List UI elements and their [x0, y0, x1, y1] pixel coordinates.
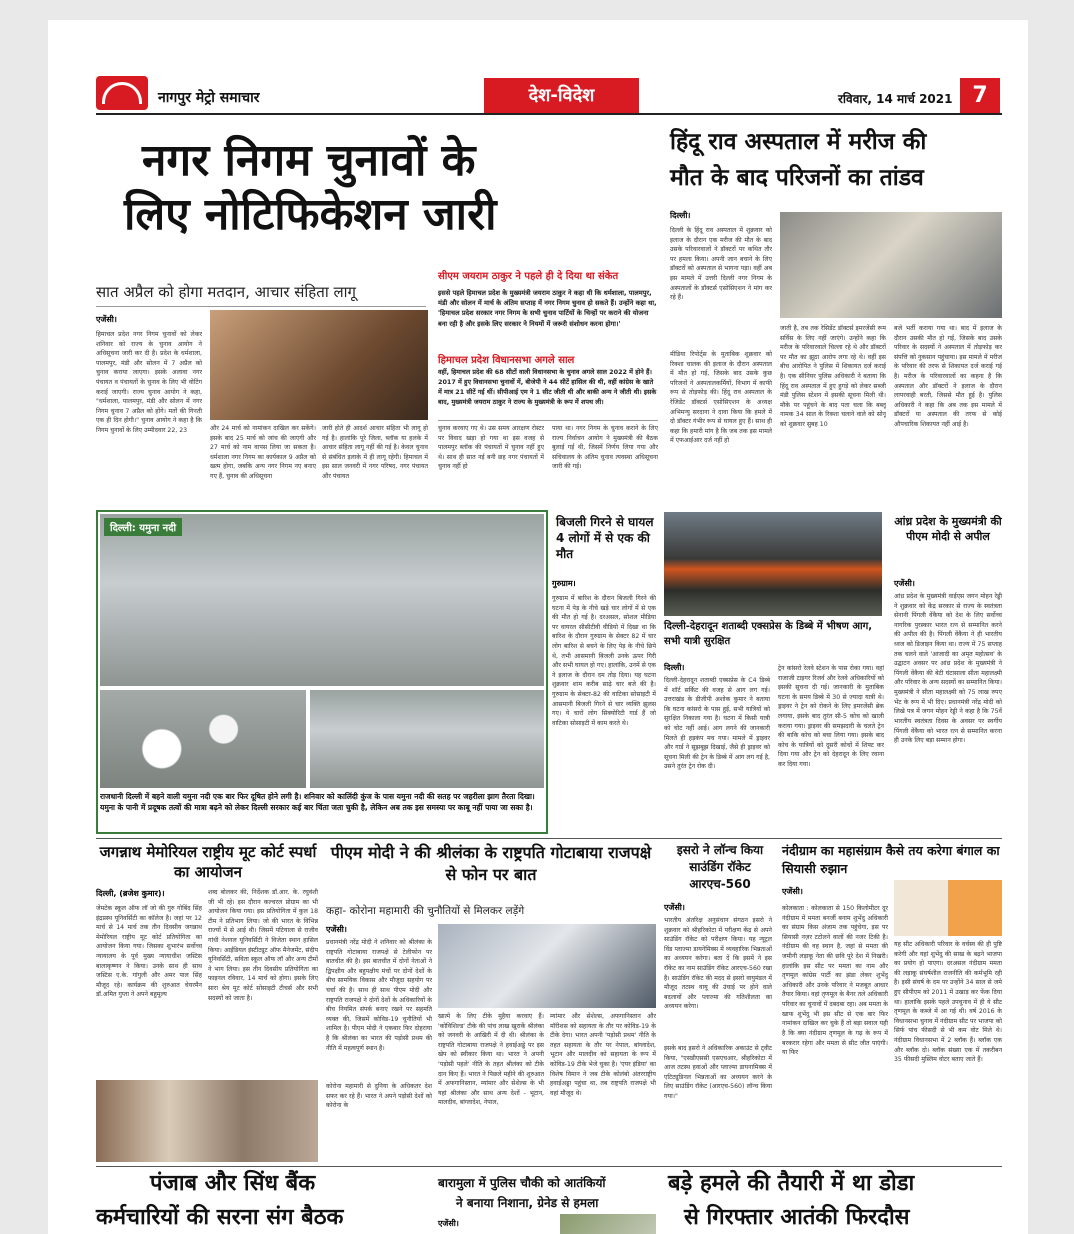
page-number: 7 [960, 78, 1000, 114]
hospital-photo [780, 212, 1002, 318]
pm-srilanka-body-col4: म्यांमार और सेशेल्स, अफगानिस्तान और मॉरीशस को सहायता के तौर पर कोविड-19 के टीके देगा। भारत अपनी 'पड़ोसी प्रथम' नीति के तहत सहायता के तौर पर नेपाल, बांग्लादेश, भूटान और मालदीव को सहायता के रूप में कोविड-19 टीके भेजे चुका है। 'एयर इंडिया' का विशेष विमान ने जब टीके कोलंबो अंतरराष्ट्रीय हवाईअड्डा पहुंचा था, तब राष्ट्रपति राजपक्षे भी वहां मौजूद थे। [550, 1013, 656, 1097]
hospital-body-col4: बजे भर्ती कराया गया था। बाद में इलाज के दौरान उसकी मौत हो गई, जिसके बाद उसके परिवार के सदस्यों ने अस्पताल में तोड़फोड़ कर संपत्ति को नुकसान पहुंचाया। इस मामले में मरीज के परिवार की तरफ से शिकायत दर्ज कराई गई है। मरीज के परिवारवालों का कहना है कि अस्पताल और डॉक्टरों ने इलाज के दौरान लापरवाही बरती, जिससे मौत हुई है। पुलिस अधिकारी ने कहा कि अब तक इस मामले में डॉक्टरों या अस्पताल की तरफ से कोई औपचारिक शिकायत नहीं आई है। [894, 325, 1002, 429]
andhra-headline: आंध्र प्रदेश के मुख्यमंत्री की पीएम मोदी से अपील [894, 515, 1002, 544]
yamuna-label: दिल्ली: यमुना नदी [104, 518, 182, 536]
cm-bottom-col1: चुनाव करवाए गए थे। उस समय आरक्षण रोस्टर पर विवाद खड़ा हो गया था इस वजह से पालमपुर ब्लॉक की पंचायतों में चुनाव नहीं हुए थे। साथ ही सात नई बनी छह नगर पंचायतों में चुनाव नहीं हो [438, 425, 544, 471]
bottom-story3-line2: से गिरफ्तार आतंकी फिरदौस [684, 1205, 910, 1230]
isro-headline: इसरो ने लॉन्च किया साउंडिंग रॉकेट आरएच-560 [676, 843, 764, 891]
andhra-dateline: एजेंसी। [894, 579, 915, 588]
publication-logo [96, 76, 148, 110]
mid-rule [96, 838, 1002, 839]
hospital-dateline: दिल्ली। [670, 211, 691, 220]
train-body-col1: दिल्ली-देहरादून शताब्दी एक्सप्रेस के C4 डिब्बे में शॉर्ट सर्किट की वजह से आग लग गई। उत्तराखंड के डीजीपी अशोक कुमार ने बताया कि घटना कांसरो के पास हुई, सभी यात्रियों को सुरक्षित निकाला गया है। घटना में किसी यात्री को चोट नहीं आई। आग लगने की जानकारी मिलते ही हड़कंप मच गया। मामले में ड्राइवर और गार्ड ने सूझबूझ दिखाई, जैसे ही ड्राइवर को सूचना मिली की ट्रेन के डिब्बे में आग लग गई है, उसने तुरंत ट्रेन रोक दी। [664, 677, 770, 771]
pm-srilanka-body-col2: कोरोना महामारी से दुनिया के अधिकतर देश सफर कर रहे हैं। भारत ने अपने पड़ोसी देशों को कोरोना के [326, 1083, 432, 1110]
cm-box-subbody: वहीं, हिमाचल प्रदेश की 68 सीटों वाली विधानसभा के चुनाव अगले साल 2022 में होने हैं। 2017 में हुए विधानसभा चुनावों में, बीजेपी ने 44 सीटें हासिल की थी, वहीं कांग्रेस के खाते में मात्र 21 सीटें गई थीं। सीपीआई एम ने 1 सीट जीती थी और बाकी अन्य ने जीती थी। इसके बाद, मुख्यमंत्री जयराम ठाकुर ने राज्य के मुख्यमंत्री के रूप में शपथ ली। [438, 368, 657, 406]
pm-srilanka-body-col3: खात्मे के लिए टीके मुहैया करवाए हैं। 'कोविशिल्ड' टीके की पांच लाख खुराकें श्रीलंका को जनवरी के आखिरी में दी थी। श्रीलंका के राष्ट्रपति गोटाबाया राजपक्षे ने हवाईअड्डे पर इस खेप को स्वीकार किया था। भारत ने अपनी 'पड़ोसी पहले' नीति के तहत श्रीलंका को टीके दान किए हैं। भारत ने पिछले महीने की शुरुआत में अफगानिस्तान, म्यांमार और सेशेल्स के भी यहां श्रीलंका और साथ अन्य देशों - भूटान, मालदीव, बांग्लादेश, नेपाल, [438, 1013, 544, 1107]
cm-box-body: इससे पहले हिमाचल प्रदेश के मुख्यमंत्री जयराम ठाकुर ने कहा थी कि धर्मशाला, पालमपुर, मंडी और सोलन में मार्च के अंतिम सप्ताह में नगर निगम चुनाव हो सकते हैं। उन्होंने कहा था, 'हिमाचल प्रदेश सरकार नगर निगम के सभी चुनाव पार्टियों के चिन्हों पर कराने की योजना बना रही है और इसके लिए सरकार ने नियमों में जरूरी संशोधन करना होगा।' [438, 289, 657, 328]
train-headline: दिल्ली-देहरादून शताब्दी एक्सप्रेस के डिब्बे में भीषण आग, सभी यात्री सुरक्षित [664, 621, 873, 647]
bottom-story2-dateline: एजेंसी। [438, 1219, 459, 1228]
bottom-rule [96, 1166, 1002, 1167]
mamata-suvendu-photo [894, 880, 1002, 936]
moot-body-col1: जेमटेक स्कूल ऑफ लॉ जो की गुरु गोबिंद सिंह इंद्रप्रस्थ यूनिवर्सिटी का कॉलेज है। जहां पर 12 मार्च से 14 मार्च तक तीन दिवसीय जगन्नाथ मेमोरियल राष्ट्रीय मूट कोर्ट प्रतियोगिता का आयोजन किया गया। जिसका शुभारंभ सर्वोच्च न्यायालय के पूर्व मुख्य न्यायाधीश जस्टिस बालाकृष्णन ने किया। उनके साथ ही साथ जस्टिस ए.के. गांगुली और अमर पाल सिंह मौजूद रहे। कार्यक्रम की शुरुआत चेयरमैन डॉ.अमित गुप्ता ने अपने बहुमूल्य [96, 905, 202, 999]
train-fire-photo [664, 512, 882, 616]
hospital-body-col1: दिल्ली के हिंदू राव अस्पताल में शुक्रवार को इलाज के दौरान एक मरीज की मौत के बाद उसके परिवारवालों ने डॉक्टरों पर कथित तौर पर हमला किया। अपनी जान बचाने के लिए डॉक्टरों को अस्पताल से भागना पड़ा। वहीं अब इस मामले में उत्तरी दिल्ली नगर निगम के अस्पतालों के डॉक्टर्स एसोसिएशन ने मांग कर रहे हैं। [670, 227, 772, 302]
train-body-col2: ट्रेन कांसरो रेलवे स्टेशन के पास रोका गया। वहां राजाजी टाइगर रिजर्व और रेलवे अधिकारियों को इसकी सूचना दी गई। जानकारी के मुताबिक घटना के समय डिब्बे में 30 से ज्यादा यात्री थे। ड्राइवर ने ट्रेन को रोकने के लिए इमरजेंसी ब्रेक लगाया, इसके बाद तुरंत सी-5 कोच को खाली कराया गया। ड्राइवर की समझदारी के चलते ट्रेन की बाकि कोच को बचा लिया गया। इसके बाद कोच के यात्रियों को दूसरी कोचों में शिफ्ट कर दिया गया और ट्रेन को देहरादून के लिए रवाना कर दिया गया। [778, 665, 884, 769]
hospital-body-col2: मीडिया रिपोर्ट्स के मुताबिक शुक्रवार को रिक्शा चालक की इलाज के दौरान अस्पताल में मौत हो गई, जिसके बाद उसके कुछ परिजनों ने अस्पतालकर्मियों, विभाग में काफी रूप से तोड़फोड़ की। हिंदू राव अस्पताल के रेजिडेंट डॉक्टर्स एसोसिएशन के अध्यक्ष अभिमन्यु सरदाना ने दावा किया कि हमले में दो डॉक्टर गंभीर रूप से घायल हुए हैं। साथ ही कहा कि हमारी मांग है कि जब तक इस मामले में एफआईआर दर्ज नहीं हो [670, 351, 772, 445]
cm-bottom-col2: पाया था। नगर निगम के चुनाव कराने के लिए राज्य निर्वाचन आयोग ने मुख्यमंत्री की बैठक बुलाई गई थी, जिसमें निर्णय लिया गया और सचिवालय के अंतिम चुनाव त्यवस्था अधिसूचना जारी की गई। [552, 425, 658, 471]
isro-body-col2: इसके बाद इसरो ने अधिकारिक अकाउंट से ट्वीट किया, "एसडीएससी एसएचआर, श्रीहरिकोटा में आज तटस्थ हवाओं और प्लाज्मा डायनामिक्स में एटिट्यूडिनल भिन्नताओं का अध्ययन करने के लिए साउंडिंग रॉकेट (आरएच-560) लॉन्च किया गया।" [664, 1045, 772, 1101]
voter-ink-photo [210, 310, 428, 420]
andhra-body: आंध्र प्रदेश के मुख्यमंत्री वाईएस जगन मोहन रेड्डी ने शुक्रवार को केंद्र सरकार से राज्य के स्वतंत्रता सेनानी पिंगली वेंकैया को देश के लिए सर्वोच्च नागरिक पुरस्कार भारत रत्न से सम्मानित करने की अपील की है। पिंगली वेंकैया ने ही भारतीय ध्वज को डिजाइन किया था। राज्य में 75 सप्ताह तक चलने वाले 'आजादी का अमृत महोत्सव' के उद्घाटन अवसर पर आंध्र प्रदेश के मुख्यमंत्री ने पिंगली वेंकैया की बेटी घंटासाला सीता महालक्ष्मी और परिवार के अन्य सदस्यों का सम्मानित किया। मुख्यमंत्री ने सीता महालक्ष्मी को 75 लाख रुपए भेंट के रूप में भी दिए। प्रधानमंत्री नरेंद्र मोदी को लिखे पत्र में जगन मोहन रेड्डी ने कहा है कि 75वें भारतीय स्वतंत्रता दिवस के अवसर पर स्वर्गीय पिंगली वेंकैया को भारत रत्न से सम्मानित करना ही उनके लिए बड़ा सम्मान होगा। [894, 593, 1002, 745]
lead-headline-line2: लिए नोटिफिकेशन जारी [124, 189, 497, 240]
baramulla-photo [560, 1214, 656, 1234]
bottom-story3-line1: बड़े हमले की तैयारी में था डोडा [668, 1171, 915, 1196]
hospital-headline-line1: हिंदू राव अस्पताल में मरीज की [670, 129, 927, 155]
isro-dateline: एजेंसी। [664, 903, 685, 912]
nandigram-headline: नंदीग्राम का महासंग्राम कैसे तय करेगा बंगाल का सियासी रुझान [782, 843, 1000, 877]
bottom-story2-line1: बारामुला में पुलिस चौकी को आतंकियों [438, 1176, 606, 1190]
lead-body-col3: जारी होते ही आदर्श आचार संहिता भी लागू हो गई है। हालांकि पूरे जिला, ब्लॉक या हलके में आचार संहिता लागू नहीं की गई है। केवल चुनाव से संबंधित इलाके में ही लागू रहेगी। हिमाचल में इस साल जनवरी में नगर परिषद, नगर पंचायत और पंचायत [322, 425, 428, 481]
cm-box-subtitle: हिमाचल प्रदेश विधानसभा अगले साल [438, 355, 575, 366]
lead-subhead: सात अप्रैल को होगा मतदान, आचार संहिता लागू [96, 283, 356, 301]
judges-photo [96, 1080, 318, 1162]
publication-name: नागपुर मेट्रो समाचार [158, 90, 260, 106]
nandigram-body-col1: कोलकाता : कोलकाता से 150 किलोमीटर दूर नंदीग्राम में ममता बनर्जी बनाम शुभेंदु अधिकारी का संग्राम किस अंजाम तक पहुंचेगा, इस पर सियासी नज़र टटोलने वालों की नजर टिकी है। नंदीग्राम की वह स्थान है, जहां से ममता की जमीनी लड़ाकू नेता की छवि पूरे देश में निखरी। हालांकि इस सीट पर ममता का नाम और तृणमूल कांग्रेस पार्टी का झंडा लेकर शुभेंदु अधिकारी और उनके परिवार ने मजबूत आधार तैयार किया। वहां तृणमूल के बैनर तले अधिकारी परिवार का चुनावों में दबदबा रहा। अब ममता के खाफ शुभेंदु भी इस सीट से एक बार फिर नामांकन दाखिल कर चुके हैं तो बड़ा सवाल यही है कि क्या नंदीग्राम तृणमूल के गढ़ के रूप में बरकरार रहेगा और ममता से सीट जीत पाएंगी। या फिर [782, 905, 888, 1057]
hospital-headline-line2: मौत के बाद परिजनों का तांडव [670, 165, 924, 191]
bottom-story1-line1: पंजाब और सिंध बैंक [150, 1171, 316, 1196]
yamuna-caption: राजधानी दिल्ली में बहने वाली यमुना नदी एक बार फिर दूषित होने लगी है। शनिवार को कालिंदी कुंज के पास यमुना नदी की सतह पर जहरीला झाग तैरता दिखा। यमुना के पानी में प्रदूषक तत्वों की मात्रा बढ़ने को लेकर दिल्ली सरकार कई बार चिंता जता चुकी है, लेकिन अब तक इस समस्या पर काबू नहीं पाया जा सका है। [100, 792, 544, 832]
issue-date: रविवार, 14 मार्च 2021 [838, 92, 953, 106]
lightning-headline: बिजली गिरने से घायल 4 लोगों में से एक की मौत [556, 515, 654, 562]
yamuna-foam-photo [100, 690, 306, 788]
bottom-story1-line2: कर्मचारियों की सरना संग बैठक [96, 1205, 344, 1230]
modi-rajapaksa-photo [438, 924, 656, 1008]
bottom-story2-line2: ने बनाया निशाना, ग्रेनेड से हमला [456, 1196, 599, 1210]
cm-box-title: सीएम जयराम ठाकुर ने पहले ही दे दिया था संकेत [438, 271, 619, 282]
pm-srilanka-headline: पीएम मोदी ने की श्रीलंका के राष्ट्रपति गोटाबाया राजपक्षे से फोन पर बात [330, 843, 652, 884]
lead-body-col2: और 24 मार्च को नामांकन दाखिल कर सकेंगे। इसके बाद 25 मार्च को जांच की जाएगी और 27 मार्च को नाम वापस लिया जा सकता है। धर्मशाला नगर निगम का कार्यकाल 9 अप्रैल को खत्म होगा, जबकि अन्य नगर निगम नए बनाए गए हैं, चुनाव की अधिसूचना [210, 425, 316, 481]
train-dateline: दिल्ली। [664, 663, 685, 672]
moot-dateline: दिल्ली, (ब्रजेश कुमार)। [96, 889, 165, 898]
masthead-rule [96, 113, 1002, 115]
pm-srilanka-body-col1: प्रधानमंत्री नरेंद्र मोदी ने शनिवार को श्रीलंका के राष्ट्रपति गोटाबाया राजपक्षे से टेलीफोन पर बातचीत की है। इस बातचीत में दोनों नेताओं ने द्विपक्षीय और बहुपक्षीय मंचों पर दोनों देशों के बीच सामयिक विकास और मौजूदा सहयोग पर चर्चा की है। साथ ही साथ पीएम मोदी और राष्ट्रपति राजपक्षे ने दोनों देशों के अधिकारियों के बीच नियमित संपर्क बनाए रखने पर सहमति व्यक्त की, जिसमें कोविड-19 चुनौतियों भी शामिल है। पीएम मोदी ने एकबार फिर दोहराया है कि श्रीलंका का भारत की पड़ोसी प्रथम की नीति में महत्वपूर्ण स्थान है। [326, 939, 432, 1052]
lead-subhead-rule [96, 306, 426, 307]
cm-box-rule [438, 420, 658, 421]
nandigram-dateline: एजेंसी। [782, 887, 803, 896]
pm-srilanka-subhead: कहा- कोरोना महामारी की चुनौतियों से मिलकर लड़ेंगे [326, 905, 525, 917]
hospital-body-col3: जाती है, तब तक रेसिडेंट डॉक्टर्स इमरजेंसी रूम सर्विस के लिए नहीं जाएंगे। उन्होंने कहा कि मरीज के परिवारवाले चिल्ला रहे थे और डॉक्टरों पर मौत का झूठा आरोप लगा रहे थे। वहीं इस बीच आरोपित ने पुलिस में शिकायत दर्ज कराई है। एक सीनियर पुलिस अधिकारी ने बताया कि हिंदू राव अस्पताल में हुए हुगड़े को लेकर सब्जी मंडी पुलिस स्टेशन में इसकी सूचना मिली थी। मौके पर पहुंचने के बाद पता चला कि बब्लू नामक 34 साल के रिक्शा चलाने वाले को सोनू को शुक्रवार सुबह 10 [780, 325, 886, 429]
nandigram-body-col2: यह सीट अधिकारी परिवार के वर्चस्व की ही पुष्टि करेगी और यहां शुभेंदु की साख के बढ़ने भाजपा का प्रयोग हो पाएगा। दरअसल नंदीग्राम ममता की लड़ाकू संघर्षशील राजनीति की कर्मभूमि रही है। इसी संघर्ष के दम पर उन्होंने 34 साल से जमे हुए सीपीएम को 2011 में उखाड़ कर फेंक दिया था। हालांकि इसके पहले उपचुनाव में ही ये सीट तृणमूल के कब्जे में आ गई थी। वर्ष 2016 के विधानसभा चुनाव में नंदीग्राम सीट पर भाजपा को सिर्फ पांच फीसदी से भी कम वोट मिले थे। नंदीग्राम विधानसभा में 2 ब्लॉक हैं। ब्लॉक एक और ब्लॉक दो। ब्लॉक संख्या एक में तकरीबन 35 फीसदी मुस्लिम वोटर बताए जाते हैं। [894, 941, 1002, 1064]
lightning-dateline: गुरुग्राम। [552, 579, 576, 588]
masthead [96, 58, 1002, 116]
moot-headline: जगन्नाथ मेमोरियल राष्ट्रीय मूट कोर्ट स्पर्धा का आयोजन [99, 843, 317, 882]
lead-headline-line1: नगर निगम चुनावों के [142, 135, 476, 186]
lightning-body: गुरुग्राम में बारिश के दौरान बिजली गिरने की घटना में पेड़ के नीचे खड़े चार लोगों में से एक की मौत हो गई है। दरअसल, सोशल मीडिया पर वायरल सीसीटीवी वीडियो में दिखा था कि बारिश के दौरान गुरुग्राम के सेक्टर 82 में चार लोग बारिश से बचने के लिए पेड़ के नीचे छिपे थे, तभी आसमानी बिजली उनके ऊपर गिरी और सभी घायल हो गए। हालांकि, उनमें से एक ने इलाज के दौरान दम तोड़ दिया। यह घटना शुक्रवार शाम करीब साढ़े चार बजे की है। गुरुग्राम के सेक्टर-82 की वाटिका सोसाइटी में आसमानी बिजली गिरने से चार व्यक्ति झुलस गए। ये चारों लोग सिक्योरिटी गार्ड हैं जो वाटिका सोसाइटी में काम करते थे। [552, 595, 656, 727]
yamuna-main-photo [100, 514, 544, 686]
section-title: देश-विदेश [484, 78, 639, 114]
lead-body-col1: हिमाचल प्रदेश नगर निगम चुनावों को लेकर शनिवार को राज्य के चुनाव आयोग ने अधिसूचना जारी कर दी है। प्रदेश के धर्मशाला, पालमपुर, मंडी और सोलन में 7 अप्रैल को चुनाव कराया जाएगा। इसके अलावा नगर पंचायत व पंचायतों के चुनाव के लिए भी वोटिंग कराई जाएगी। राज्य चुनाव आयोग ने कहा, "धर्मशाला, पालमपुर, मंडी और सोलन में नगर निगम चुनाव 7 अप्रैल को होंगे। मतों की गिनती एक ही दिन होगी।" चुनाव आयोग ने कहा है कि निगम चुनावों के लिए उम्मीदवार 22, 23 [96, 331, 202, 435]
yamuna-boat-photo [310, 690, 544, 788]
moot-body-col2: शब्द बोलकर की, निर्देशक डॉ.आर. के. रघुवंशी जी भी रहे। इस दौरान कल्चरल प्रोग्राम का भी आयोजन किया गया। इस प्रतियोगिता में कुल 18 टीम ने प्रतिभाग लिया। जो की भारत के विभिन्न राज्यों में से आई थी। जिसमें पटियाला से राजीव गांधी नेशनल यूनिवर्सिटी ने विजेता स्थान हासिल किया। आईडियल इंस्टीट्यूट ऑफ मैनेजमेंट, संदीप यूनिवर्सिटी, सविता स्कूल ऑफ लॉ और अन्य टीमों ने भाग लिया। इस तीन दिवसीय प्रतियोगिता का फाइनल रविवार, 14 मार्च को होगा। इसके लिए सारा श्रेय मूट कोर्ट सोसाइटी टीचर्स और सभी सदस्यों को जाता है। [208, 889, 318, 1002]
lead-dateline: एजेंसी। [96, 315, 117, 324]
pm-srilanka-dateline: एजेंसी। [326, 925, 347, 934]
isro-body-col1: भारतीय अंतरिक्ष अनुसंधान संगठन इसरो ने शुक्रवार को श्रीहरिकोटा में परीक्षण केंद्र से अपने साउंडिंग रॉकेट को परीक्षण किया। यह न्यूट्रल विंड प्लाज्मा डायनेमिक्स में व्यवहारिक भिन्नताओं का अध्ययन करेगा। बता दें कि इसमें ने इस रॉकेट का नाम साउंडिंग रॉकेट आरएच-560 रखा है। साउंडिंग रॉकेट की मदद से इसरो वायुमंडल में मौजूद तटस्थ वायू की उंचाई पर होने वाले बदलावों और प्लाज्मा की गतिशीलता का अध्ययन करेगा। [664, 917, 772, 1011]
